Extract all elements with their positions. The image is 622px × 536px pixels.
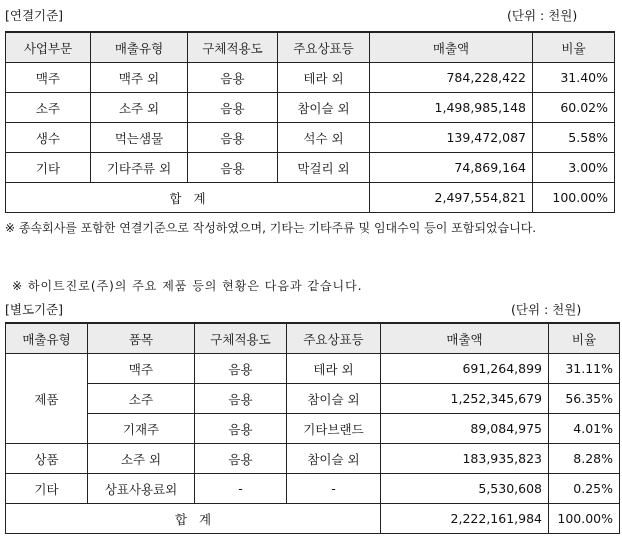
col-header: 매출액 (370, 32, 533, 63)
col-header: 매출액 (381, 323, 549, 354)
cell: 89,084,975 (381, 414, 549, 444)
cell: 기타 (6, 153, 91, 183)
cell: 음용 (188, 153, 278, 183)
cell: 8.28% (549, 444, 620, 474)
total-label: 합 계 (6, 183, 370, 213)
col-header: 품목 (88, 323, 195, 354)
col-header: 사업부문 (6, 32, 91, 63)
col-header: 주요상표등 (278, 32, 370, 63)
cell: 음용 (195, 384, 287, 414)
consolidated-sales-table (5, 31, 615, 213)
cell: 음용 (188, 93, 278, 123)
cell: 기재주 (88, 414, 195, 444)
section2-unit: (단위 : 천원) (511, 302, 582, 317)
col-header: 매출유형 (6, 323, 88, 354)
group-cell: 기타 (6, 474, 88, 504)
cell: 맥주 (88, 354, 195, 384)
cell: - (287, 474, 381, 504)
cell: 5,530,608 (381, 474, 549, 504)
cell: 0.25% (549, 474, 620, 504)
table-row (6, 384, 620, 414)
cell: 먹는샘물 (91, 123, 188, 153)
cell: 음용 (195, 414, 287, 444)
cell: 음용 (195, 354, 287, 384)
cell: 석수 외 (278, 123, 370, 153)
cell: 상표사용료외 (88, 474, 195, 504)
table-row (6, 63, 615, 93)
col-header: 구체적용도 (188, 32, 278, 63)
table-row (6, 123, 615, 153)
cell: 음용 (188, 63, 278, 93)
cell: 56.35% (549, 384, 620, 414)
cell: 소주 외 (88, 444, 195, 474)
cell: 기타브랜드 (287, 414, 381, 444)
section1-unit: (단위 : 천원) (507, 8, 578, 23)
section1-footnote: ※ 종속회사를 포함한 연결기준으로 작성하였으며, 기타는 기타주류 및 임대수익 등이 포함되었습니다. (5, 221, 537, 235)
cell: 참이슬 외 (278, 93, 370, 123)
cell: 맥주 외 (91, 63, 188, 93)
cell: 기타주류 외 (91, 153, 188, 183)
group-cell: 제품 (6, 354, 88, 444)
separate-sales-table (5, 322, 620, 534)
cell: 테라 외 (278, 63, 370, 93)
cell: 참이슬 외 (287, 444, 381, 474)
cell: 60.02% (533, 93, 615, 123)
cell: - (195, 474, 287, 504)
cell: 139,472,087 (370, 123, 533, 153)
cell: 691,264,899 (381, 354, 549, 384)
col-header: 비율 (533, 32, 615, 63)
cell: 소주 (88, 384, 195, 414)
cell: 생수 (6, 123, 91, 153)
section2-label: [별도기준] (5, 302, 64, 317)
total-amount: 2,497,554,821 (370, 183, 533, 213)
intro-text: ※ 하이트진로(주)의 주요 제품 등의 현황은 다음과 같습니다. (12, 279, 363, 293)
cell: 4.01% (549, 414, 620, 444)
cell: 31.11% (549, 354, 620, 384)
cell: 테라 외 (287, 354, 381, 384)
cell: 참이슬 외 (287, 384, 381, 414)
total-row (6, 504, 620, 534)
cell: 막걸리 외 (278, 153, 370, 183)
total-ratio: 100.00% (549, 504, 620, 534)
table-header-row (6, 32, 615, 63)
cell: 음용 (195, 444, 287, 474)
cell: 31.40% (533, 63, 615, 93)
col-header: 매출유형 (91, 32, 188, 63)
table-row (6, 474, 620, 504)
cell: 74,869,164 (370, 153, 533, 183)
table-row (6, 93, 615, 123)
col-header: 비율 (549, 323, 620, 354)
table-row (6, 354, 620, 384)
cell: 183,935,823 (381, 444, 549, 474)
table-row (6, 444, 620, 474)
group-cell: 상품 (6, 444, 88, 474)
col-header: 주요상표등 (287, 323, 381, 354)
table-row (6, 153, 615, 183)
cell: 맥주 (6, 63, 91, 93)
cell: 3.00% (533, 153, 615, 183)
table-row (6, 414, 620, 444)
cell: 소주 (6, 93, 91, 123)
total-label: 합 계 (6, 504, 381, 534)
cell: 1,498,985,148 (370, 93, 533, 123)
cell: 784,228,422 (370, 63, 533, 93)
cell: 1,252,345,679 (381, 384, 549, 414)
cell: 음용 (188, 123, 278, 153)
total-ratio: 100.00% (533, 183, 615, 213)
col-header: 구체적용도 (195, 323, 287, 354)
section1-label: [연결기준] (5, 8, 64, 23)
total-row (6, 183, 615, 213)
total-amount: 2,222,161,984 (381, 504, 549, 534)
cell: 소주 외 (91, 93, 188, 123)
cell: 5.58% (533, 123, 615, 153)
table-header-row (6, 323, 620, 354)
